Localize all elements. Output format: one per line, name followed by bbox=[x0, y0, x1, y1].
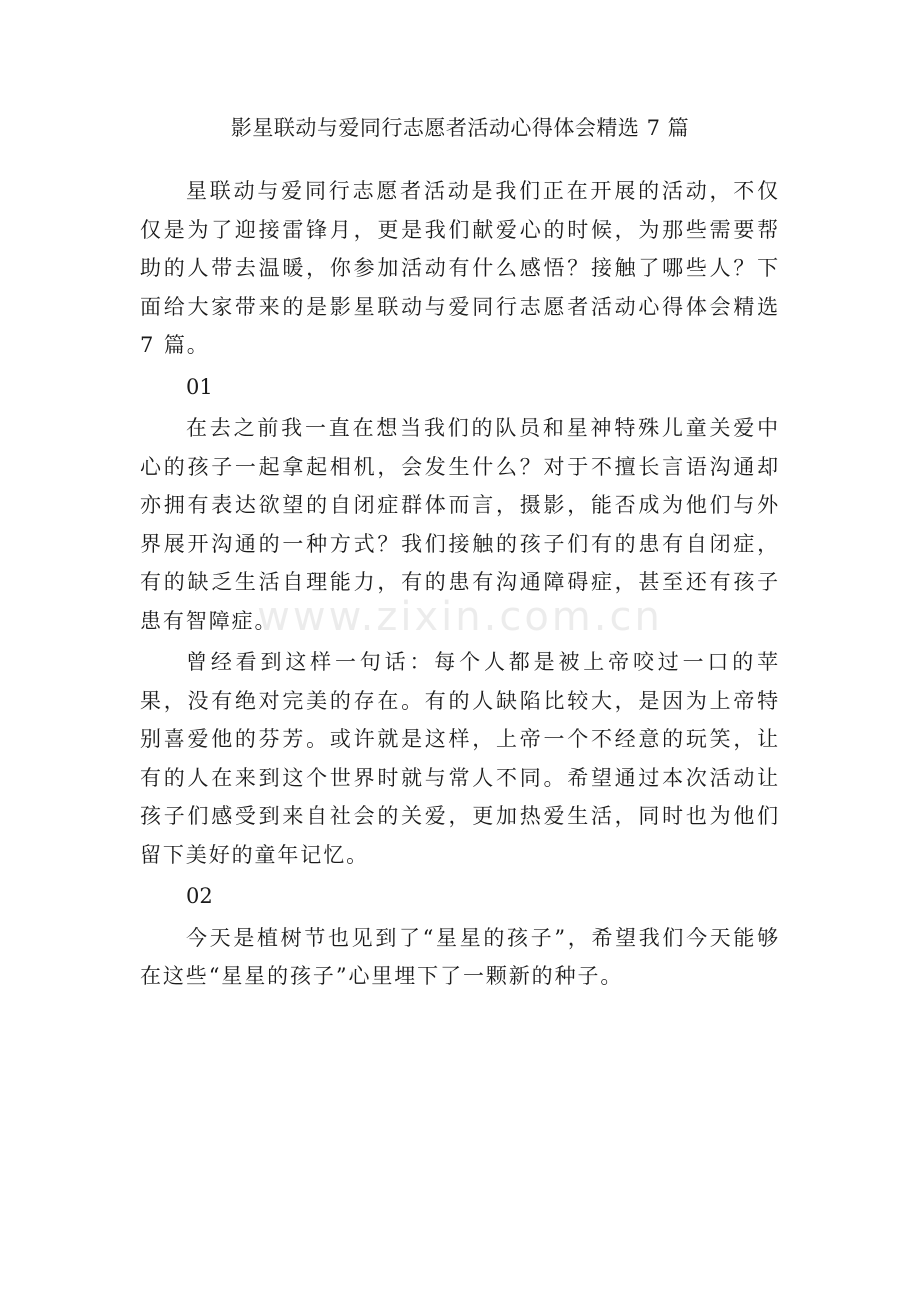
section-number-01: 01 bbox=[186, 374, 213, 399]
body-paragraph: 在去之前我一直在想当我们的队员和星神特殊儿童关爱中心的孩子一起拿起相机，会发生什么？对于不擅长言语沟通却亦拥有表达欲望的自闭症群体而言，摄影，能否成为他们与外界展开沟通的一种方式？我们接触的孩子们有的患有自闭症，有的缺乏生活自理能力，有的患有沟通障碍症，甚至还有孩子患有智障症。 bbox=[140, 416, 780, 633]
body-paragraph: 今天是植树节也见到了“星星的孩子”，希望我们今天能够在这些“星星的孩子”心里埋下了一颗新的种子。 bbox=[140, 925, 780, 988]
body-paragraph: 曾经看到这样一句话：每个人都是被上帝咬过一口的苹果，没有绝对完美的存在。有的人缺陷比较大，是因为上帝特别喜爱他的芬芳。或许就是这样，上帝一个不经意的玩笑，让有的人在来到这个世界时就与常人不同。希望通过本次活动让孩子们感受到来自社会的关爱，更加热爱生活，同时也为他们留下美好的童年记忆。 bbox=[140, 650, 780, 867]
watermark: www.zixin.com.cn bbox=[257, 594, 663, 640]
document-body bbox=[140, 172, 780, 999]
intro-paragraph: 星联动与爱同行志愿者活动是我们正在开展的活动，不仅仅是为了迎接雷锋月，更是我们献爱心的时候，为那些需要帮助的人带去温暖，你参加活动有什么感悟？接触了哪些人？下面给大家带来的是影星联动与爱同行志愿者活动心得体会精选 7 篇。 bbox=[140, 179, 780, 357]
section-number-02: 02 bbox=[186, 884, 213, 908]
document-title: 影星联动与爱同行志愿者活动心得体会精选 7 篇 bbox=[230, 116, 690, 140]
